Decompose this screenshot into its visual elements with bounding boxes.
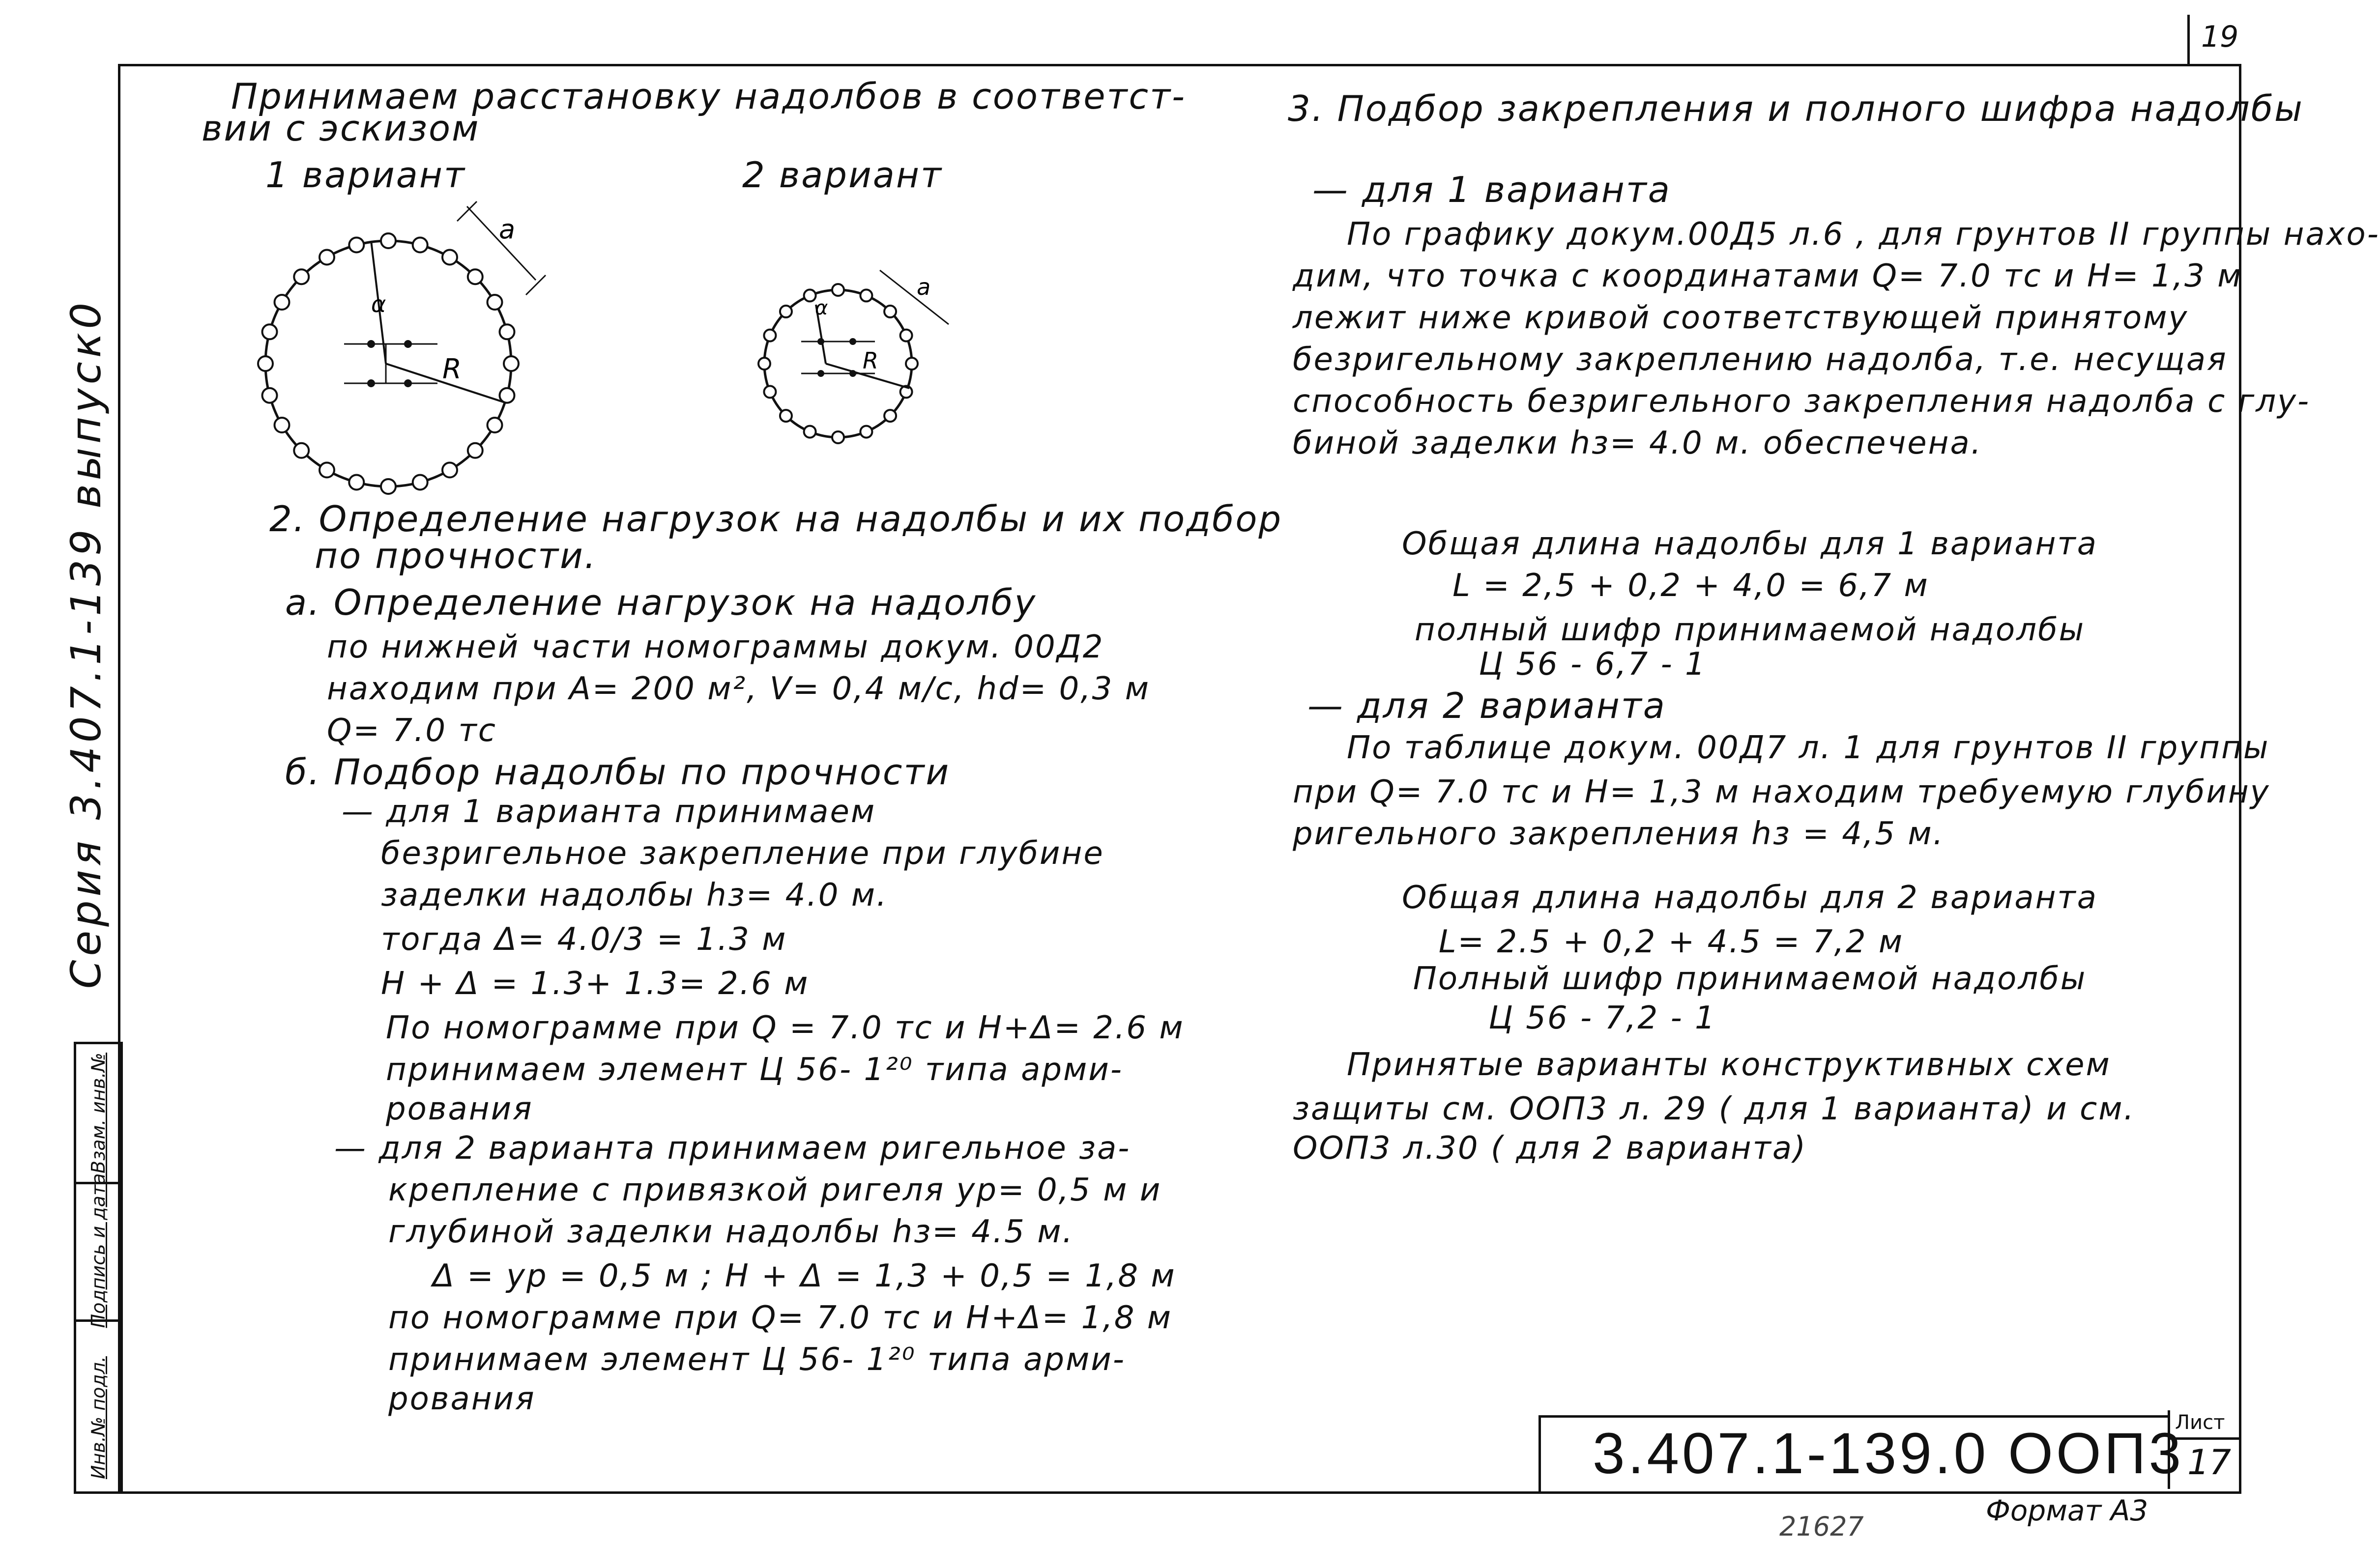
post-circle: [860, 289, 872, 301]
post-circle: [262, 324, 277, 339]
series-label: Серия 3.407.1-139 выпуск0: [62, 298, 110, 989]
post-circle: [860, 426, 872, 438]
variant-1-a-label: а: [499, 214, 516, 245]
total-2-line-3: Полный шифр принимаемой надолбы: [1413, 961, 2087, 997]
post-circle: [442, 250, 457, 264]
final-line-3: ООП3 л.30 ( для 2 варианта): [1293, 1130, 1807, 1167]
post-circle: [488, 418, 502, 432]
strip-label-sign: Подпись и дата: [87, 1173, 109, 1328]
section-b-line-3: безригельное закрепление при глубине: [381, 835, 1104, 872]
archive-stamp: 21627: [1779, 1511, 1864, 1542]
section-b-line-4: заделки надолбы hз= 4.0 м.: [381, 877, 888, 914]
section-c-line-5: по номограмме при Q= 7.0 тс и H+Δ= 1,8 м: [388, 1300, 1173, 1336]
post-circle: [906, 358, 918, 370]
variant-2-diagram: [752, 260, 958, 447]
post-circle: [413, 475, 428, 489]
total-2-line-1: Общая длина надолбы для 2 варианта: [1402, 880, 2098, 916]
section-b-line-2: — для 1 варианта принимаем: [342, 794, 876, 830]
section-c-line-4: Δ = yр = 0,5 м ; H + Δ = 1,3 + 0,5 = 1,8 м: [433, 1258, 1176, 1294]
post-circle: [413, 238, 428, 253]
section-c-line-2: крепление с привязкой ригеля yр= 0,5 м и: [388, 1172, 1162, 1208]
variant-2-label: 2 вариант: [742, 154, 943, 196]
post-circle: [758, 358, 770, 370]
post-circle: [319, 463, 334, 478]
total-1-line-4: Ц 56 - 6,7 - 1: [1479, 646, 1707, 683]
page-number: 19: [2201, 20, 2239, 54]
variant-1-label: 1 вариант: [265, 154, 466, 196]
section-c-line-7: рования: [388, 1381, 536, 1417]
section-b-line-1: б. Подбор надолбы по прочности: [285, 751, 951, 793]
post-circle: [804, 426, 816, 438]
section-b-line-6: H + Δ = 1.3+ 1.3= 2.6 м: [381, 966, 810, 1002]
post-circle: [442, 463, 457, 478]
post-circle: [832, 431, 844, 443]
sheet-label: Лист: [2175, 1411, 2225, 1434]
section-a-line-1: а. Определение нагрузок на надолбу: [285, 582, 1037, 623]
post-circle: [764, 386, 776, 398]
section-b-line-8: принимаем элемент Ц 56- 1²⁰ типа арми-: [386, 1052, 1123, 1088]
post-circle: [294, 269, 309, 284]
document-code: 3.407.1-139.0 ООП3: [1593, 1421, 2184, 1486]
variant-1-dim-tick-2: [526, 275, 546, 295]
post-circle: [319, 250, 334, 264]
post-circle: [468, 269, 483, 284]
post-circle: [804, 289, 816, 301]
para-1-line-2: дим, что точка с координатами Q= 7.0 тс и H= 1,3 м: [1293, 258, 2243, 294]
post-circle: [780, 410, 792, 422]
section-2-line-2: по прочности.: [315, 535, 597, 576]
post-circle: [258, 356, 273, 371]
variant-1-alpha-label: α: [371, 291, 386, 317]
variant-1-r-label: R: [442, 353, 462, 385]
post-circle: [488, 295, 502, 310]
variant-2-alpha-label: α: [815, 297, 828, 319]
final-line-2: защиты см. ООП3 л. 29 ( для 1 варианта) и см.: [1293, 1091, 2135, 1127]
para-1-line-5: способность безригельного закрепления надолба с глу-: [1293, 383, 2311, 420]
para-1-line-3: лежит ниже кривой соответствующей принятому: [1293, 300, 2189, 336]
intro-line-2: вии с эскизом: [202, 108, 480, 149]
post-circle: [900, 330, 912, 342]
para-1-line-4: безригельному закреплению надолба, т.е. несущая: [1293, 342, 2228, 378]
total-1-line-1: Общая длина надолбы для 1 варианта: [1402, 526, 2098, 562]
variant-1-load-marks: [364, 344, 386, 383]
post-circle: [274, 295, 289, 310]
sheet-number: 17: [2187, 1442, 2232, 1483]
post-circle: [884, 410, 896, 422]
variant-2-heading: — для 2 варианта: [1307, 685, 1666, 726]
strip-label-inv: Инв.№ подл.: [87, 1356, 109, 1480]
post-circle: [780, 306, 792, 317]
variant-1-diagram: [246, 197, 551, 501]
section-b-line-7: По номограмме при Q = 7.0 тс и H+Δ= 2.6 м: [386, 1010, 1185, 1046]
total-1-line-2: L = 2,5 + 0,2 + 4,0 = 6,7 м: [1452, 568, 1929, 604]
intro-line-1: Принимаем расстановку надолбов в соответст-: [231, 76, 1186, 117]
variant-2-posts: [758, 284, 918, 443]
post-circle: [381, 233, 396, 248]
section-2-line-1: 2. Определение нагрузок на надолбы и их подбор: [269, 498, 1283, 540]
section-a-line-2: по нижней части номограммы докум. 00Д2: [327, 629, 1104, 665]
section-b-line-5: тогда Δ= 4.0/3 = 1.3 м: [381, 921, 787, 958]
section-b-line-9: рования: [386, 1091, 533, 1127]
section-a-line-3: находим при А= 200 м², V= 0,4 м/с, hd= 0,3 м: [327, 671, 1150, 707]
para-1-line-1: По графику докум.00Д5 л.6 , для грунтов II группы нахо-: [1347, 216, 2380, 253]
total-1-line-3: полный шифр принимаемой надолбы: [1414, 612, 2086, 648]
post-circle: [468, 443, 483, 458]
total-2-line-2: L= 2.5 + 0,2 + 4.5 = 7,2 м: [1438, 924, 1904, 960]
section-c-line-1: — для 2 варианта принимаем ригельное за-: [334, 1130, 1131, 1167]
section-3-heading: 3. Подбор закрепления и полного шифра надолбы: [1288, 88, 2304, 129]
variant-2-a-label: а: [917, 274, 931, 300]
post-circle: [294, 443, 309, 458]
para-1-line-6: биной заделки hз= 4.0 м. обеспечена.: [1293, 425, 1983, 461]
post-circle: [832, 284, 844, 296]
signature-strip: [74, 1042, 123, 1494]
post-circle: [274, 418, 289, 432]
total-2-line-4: Ц 56 - 7,2 - 1: [1488, 1000, 1716, 1036]
para-2-line-1: По таблице докум. 00Д7 л. 1 для грунтов II группы: [1347, 730, 2270, 766]
post-circle: [381, 479, 396, 494]
variant-1-dim-tick-1: [457, 201, 477, 221]
variant-1-heading: — для 1 варианта: [1312, 169, 1671, 210]
post-circle: [499, 324, 514, 339]
post-circle: [349, 238, 364, 253]
post-circle: [349, 475, 364, 489]
section-c-line-6: принимаем элемент Ц 56- 1²⁰ типа арми-: [388, 1342, 1126, 1378]
post-circle: [884, 306, 896, 317]
para-2-line-2: при Q= 7.0 тс и H= 1,3 м находим требуемую глубину: [1293, 774, 2270, 810]
para-2-line-3: ригельного закрепления hз = 4,5 м.: [1293, 816, 1945, 852]
section-c-line-3: глубиной заделки надолбы hз= 4.5 м.: [388, 1214, 1074, 1250]
format-label: Формат А3: [1986, 1494, 2148, 1527]
variant-2-r-label: R: [863, 347, 878, 374]
post-circle: [504, 356, 519, 371]
final-line-1: Принятые варианты конструктивных схем: [1347, 1047, 2111, 1083]
strip-label-replace: Взам. инв.№: [87, 1053, 109, 1173]
section-a-line-4: Q= 7.0 тс: [327, 713, 497, 749]
post-circle: [262, 388, 277, 403]
post-circle: [764, 330, 776, 342]
